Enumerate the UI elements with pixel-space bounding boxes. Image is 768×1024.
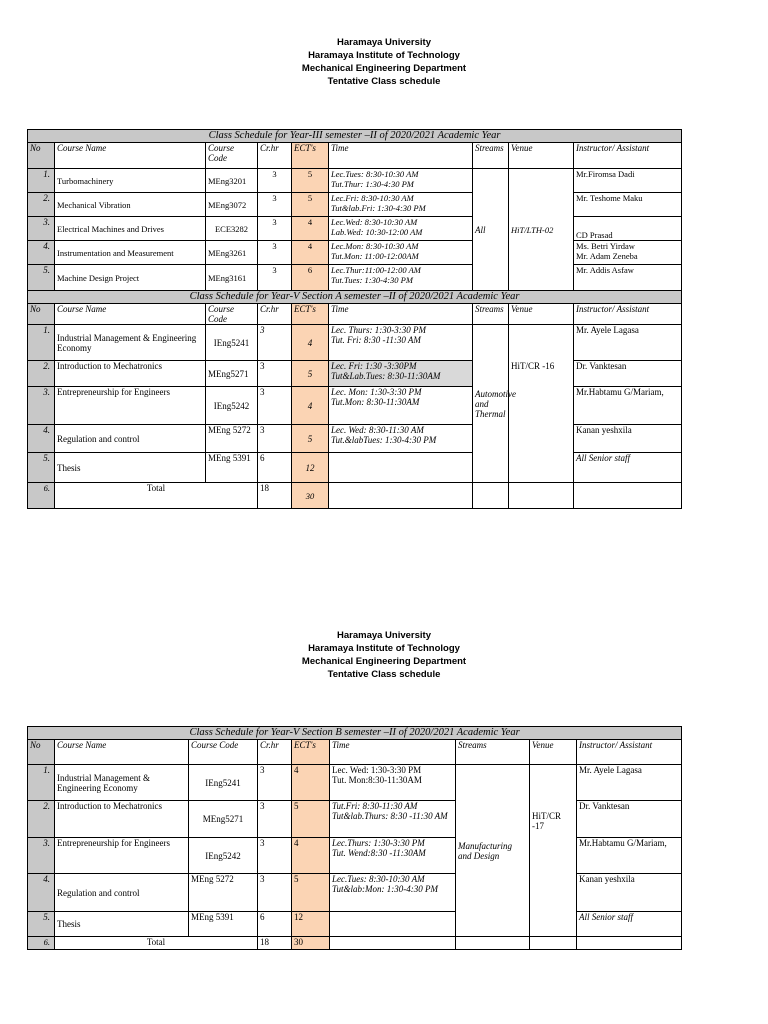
institute-name: Haramaya Institute of Technology (308, 50, 460, 61)
instructor-cell: All Senior staff (577, 912, 682, 937)
time-line: Tut.Mon: 8:30-11:30AM (331, 397, 420, 407)
time-line: Tut. Fri: 8:30 -11:30 AM (331, 335, 421, 345)
header-instructor: Instructor/ Assistant (577, 740, 682, 765)
row-number: 3. (28, 217, 55, 241)
course-code: MEng5271 (189, 801, 258, 838)
course-name: Thesis (55, 453, 206, 483)
course-code: IEng5242 (206, 387, 258, 425)
time-cell (329, 193, 473, 217)
header-streams: Streams (456, 740, 530, 765)
course-name: Mechanical Vibration (55, 193, 206, 217)
header-venue: Venue (530, 740, 577, 765)
course-name: Thesis (55, 912, 189, 937)
course-name: Entrepreneurship for Engineers (55, 838, 189, 874)
institute-name: Haramaya Institute of Technology (308, 643, 460, 654)
table-row (28, 241, 682, 265)
course-name: Introduction to Mechatronics (55, 801, 189, 838)
empty-cell (530, 937, 577, 950)
course-code: IEng5241 (206, 325, 258, 361)
empty-cell (456, 937, 530, 950)
credit-hours: 3 (258, 361, 292, 387)
credit-hours: 3 (258, 217, 292, 241)
course-code: MEng 5391 (206, 453, 258, 483)
course-code: MEng 5272 (189, 874, 258, 912)
row-number: 3. (28, 838, 55, 874)
column-header-row (28, 143, 682, 169)
instructor-line: CD Prasad (576, 230, 613, 240)
university-name: Haramaya University (337, 630, 431, 641)
department-name: Mechanical Engineering Department (301, 63, 467, 74)
header-course-code: Course Code (189, 740, 258, 765)
row-number: 4. (28, 425, 55, 453)
row-number: 4. (28, 874, 55, 912)
time-cell (329, 217, 473, 241)
credit-hours: 3 (258, 425, 292, 453)
course-name: Regulation and control (55, 425, 206, 453)
table-title-row (28, 727, 682, 740)
time-cell (329, 361, 473, 387)
credit-hours: 6 (258, 912, 292, 937)
time-line: Tut&lab.Fri: 1:30-4:30 PM (331, 203, 426, 213)
time-cell (330, 801, 456, 838)
empty-cell (509, 483, 574, 509)
header-course-name: Course Name (55, 740, 189, 765)
time-line: Tut&lab:Mon: 1:30-4:30 PM (332, 884, 438, 894)
time-line: Lec.Tues: 8:30-10:30 AM (331, 169, 419, 179)
column-header-row (28, 304, 682, 325)
time-line: Lec. Wed: 1:30-3:30 PM (332, 765, 422, 775)
time-line: Tut&Lab.Tues: 8:30-11:30AM (331, 371, 441, 381)
table-row (28, 765, 682, 801)
header-course-name: Course Name (55, 143, 206, 169)
instructor-cell (574, 241, 682, 265)
header-streams: Streams (473, 143, 509, 169)
credit-hours: 3 (258, 193, 292, 217)
header-block-2 (0, 629, 768, 681)
course-name: Turbomachinery (55, 169, 206, 193)
course-code: MEng3161 (206, 265, 258, 291)
row-number: 1. (28, 765, 55, 801)
header-instructor: Instructor/ Assistant (574, 143, 682, 169)
total-label: Total (55, 937, 258, 950)
table-row (28, 169, 682, 193)
time-line: Lec.Thurs: 1:30-3:30 PM (332, 838, 425, 848)
ects-value: 5 (292, 801, 330, 838)
table-title: Class Schedule for Year-III semester –II of 2020/2021 Academic Year (28, 130, 682, 143)
instructor-cell: Dr. Vanktesan (577, 801, 682, 838)
schedule-table-year-iii (27, 129, 682, 509)
ects-value: 4 (292, 387, 329, 425)
header-block-1 (0, 36, 768, 88)
streams-cell: All (473, 169, 509, 291)
time-line: Tut.Thur: 1:30-4:30 PM (331, 179, 414, 189)
empty-cell (574, 483, 682, 509)
credit-hours: 3 (258, 169, 292, 193)
time-cell (329, 325, 473, 361)
table-row (28, 361, 682, 387)
time-line: Lec.Fri: 8:30-10:30 AM (331, 193, 414, 203)
table-row (28, 193, 682, 217)
time-line: Lec. Wed: 8:30-11:30 AM (331, 425, 424, 435)
document-title: Tentative Class schedule (327, 669, 441, 680)
instructor-cell: All Senior staff (574, 453, 682, 483)
instructor-cell: Mr. Ayele Lagasa (577, 765, 682, 801)
header-ects: ECT's (292, 304, 329, 325)
ects-value: 12 (292, 453, 329, 483)
time-cell (330, 912, 456, 937)
course-name: Regulation and control (55, 874, 189, 912)
credit-hours: 3 (258, 387, 292, 425)
header-course-code: Course Code (206, 143, 258, 169)
time-line: Tut.Tues: 1:30-4:30 PM (331, 275, 413, 285)
document-title: Tentative Class schedule (327, 76, 441, 87)
table-title-row (28, 291, 682, 304)
instructor-cell: Mr.Habtamu G/Mariam, (574, 387, 682, 425)
time-cell (329, 241, 473, 265)
total-label: Total (55, 483, 258, 509)
ects-value: 4 (292, 241, 329, 265)
column-header-row (28, 740, 682, 765)
course-name: Electrical Machines and Drives (55, 217, 206, 241)
header-time: Time (329, 143, 473, 169)
venue-cell: HiT/LTH-02 (509, 169, 574, 291)
header-no: No (28, 304, 55, 325)
time-line: Tut.Mon: 11:00-12:00AM (331, 251, 419, 261)
instructor-cell: Kanan yeshxila (574, 425, 682, 453)
table-title-row (28, 130, 682, 143)
time-line: Lec. Fri: 1:30 -3:30PM (331, 361, 417, 371)
ects-value: 12 (292, 912, 330, 937)
time-cell (329, 387, 473, 425)
ects-value: 5 (292, 425, 329, 453)
course-name: Introduction to Mechatronics (55, 361, 206, 387)
course-code: MEng5271 (206, 361, 258, 387)
time-cell (330, 765, 456, 801)
row-number: 4. (28, 241, 55, 265)
header-credit-hours: Cr.hr (258, 740, 292, 765)
empty-cell (473, 483, 509, 509)
header-streams: Streams (473, 304, 509, 325)
row-number: 3. (28, 387, 55, 425)
table-title: Class Schedule for Year-V Section A semester –II of 2020/2021 Academic Year (28, 291, 682, 304)
course-code: MEng3201 (206, 169, 258, 193)
credit-hours: 3 (258, 801, 292, 838)
table-row (28, 325, 682, 361)
table-row (28, 387, 682, 425)
empty-cell (330, 937, 456, 950)
ects-value: 4 (292, 838, 330, 874)
course-name: Entrepreneurship for Engineers (55, 387, 206, 425)
instructor-cell: Mr. Ayele Lagasa (574, 325, 682, 361)
university-name: Haramaya University (337, 37, 431, 48)
header-no: No (28, 740, 55, 765)
credit-hours: 3 (258, 874, 292, 912)
course-code: IEng5242 (189, 838, 258, 874)
instructor-cell (574, 217, 682, 241)
time-line: Lec.Mon: 8:30-10:30 AM (331, 241, 419, 251)
table-row (28, 217, 682, 241)
instructor-cell: Mr. Teshome Maku (574, 193, 682, 217)
row-number: 6. (28, 483, 55, 509)
table-row (28, 453, 682, 483)
venue-cell: HiT/CR -16 (509, 325, 574, 483)
total-ects: 30 (292, 937, 330, 950)
credit-hours: 3 (258, 325, 292, 361)
instructor-cell: Mr.Habtamu G/Mariam, (577, 838, 682, 874)
credit-hours: 6 (258, 453, 292, 483)
credit-hours: 3 (258, 241, 292, 265)
table-row (28, 838, 682, 874)
header-time: Time (330, 740, 456, 765)
time-line: Tut.Fri: 8:30-11:30 AM (332, 801, 418, 811)
total-ects: 30 (292, 483, 329, 509)
header-ects: ECT's (292, 740, 330, 765)
row-number: 5. (28, 912, 55, 937)
course-name: Industrial Management & Engineering Economy (55, 325, 206, 361)
header-credit-hours: Cr.hr (258, 304, 292, 325)
total-credit-hours: 18 (258, 483, 292, 509)
ects-value: 5 (292, 169, 329, 193)
table-row (28, 912, 682, 937)
ects-value: 4 (292, 765, 330, 801)
time-cell (330, 874, 456, 912)
time-line: Tut. Mon:8:30-11:30AM (332, 775, 422, 785)
header-no: No (28, 143, 55, 169)
row-number: 5. (28, 265, 55, 291)
time-line: Lec. Thurs: 1:30-3:30 PM (331, 325, 426, 335)
table-row (28, 265, 682, 291)
time-line: Lec. Mon: 1:30-3:30 PM (331, 387, 422, 397)
course-name: Machine Design Project (55, 265, 206, 291)
time-cell (330, 838, 456, 874)
time-cell (329, 265, 473, 291)
row-number: 2. (28, 193, 55, 217)
ects-value: 5 (292, 361, 329, 387)
ects-value: 4 (292, 325, 329, 361)
total-row (28, 483, 682, 509)
row-number: 2. (28, 361, 55, 387)
ects-value: 6 (292, 265, 329, 291)
header-ects: ECT's (292, 143, 329, 169)
time-line: Lec.Tues: 8:30-10:30 AM (332, 874, 425, 884)
instructor-cell: Mr.Firomsa Dadi (574, 169, 682, 193)
row-number: 6. (28, 937, 55, 950)
course-code: MEng3261 (206, 241, 258, 265)
time-cell (329, 453, 473, 483)
streams-cell: Automotive and Thermal (473, 325, 509, 483)
schedule-table-year-v-section-b (27, 726, 682, 950)
instructor-line: Ms. Betri Yirdaw (576, 241, 635, 251)
course-code: MEng 5272 (206, 425, 258, 453)
department-name: Mechanical Engineering Department (301, 656, 467, 667)
row-number: 2. (28, 801, 55, 838)
course-code: MEng 5391 (189, 912, 258, 937)
time-cell (329, 169, 473, 193)
row-number: 1. (28, 169, 55, 193)
instructor-line: Mr. Adam Zeneba (576, 251, 638, 261)
total-row (28, 937, 682, 950)
instructor-cell: Kanan yeshxila (577, 874, 682, 912)
ects-value: 5 (292, 874, 330, 912)
header-time: Time (329, 304, 473, 325)
empty-cell (329, 483, 473, 509)
course-code: ECE3282 (206, 217, 258, 241)
course-name: Industrial Management & Engineering Economy (55, 765, 189, 801)
header-course-code: Course Code (206, 304, 258, 325)
time-line: Lab.Wed: 10:30-12:00 AM (331, 227, 423, 237)
time-line: Tut.&labTues: 1:30-4:30 PM (331, 435, 437, 445)
header-course-name: Course Name (55, 304, 206, 325)
ects-value: 4 (292, 217, 329, 241)
time-line: Lec.Thur:11:00-12:00 AM (331, 265, 421, 275)
table-row (28, 801, 682, 838)
table-row (28, 425, 682, 453)
course-code: MEng3072 (206, 193, 258, 217)
streams-cell: Manufacturing and Design (456, 765, 530, 937)
header-venue: Venue (509, 304, 574, 325)
ects-value: 5 (292, 193, 329, 217)
row-number: 1. (28, 325, 55, 361)
course-name: Instrumentation and Measurement (55, 241, 206, 265)
credit-hours: 3 (258, 265, 292, 291)
instructor-cell: Mr. Addis Asfaw (574, 265, 682, 291)
empty-cell (577, 937, 682, 950)
header-credit-hours: Cr.hr (258, 143, 292, 169)
time-line: Tut. Wend:8:30 -11:30AM (332, 848, 426, 858)
total-credit-hours: 18 (258, 937, 292, 950)
time-line: Lec.Wed: 8:30-10:30 AM (331, 217, 418, 227)
venue-cell: HiT/CR -17 (530, 765, 577, 937)
credit-hours: 3 (258, 838, 292, 874)
table-row (28, 874, 682, 912)
time-cell (329, 425, 473, 453)
time-line: Tut&lab.Thurs: 8:30 -11:30 AM (332, 811, 448, 821)
header-instructor: Instructor/ Assistant (574, 304, 682, 325)
header-venue: Venue (509, 143, 574, 169)
credit-hours: 3 (258, 765, 292, 801)
course-code: IEng5241 (189, 765, 258, 801)
instructor-cell: Dr. Vanktesan (574, 361, 682, 387)
row-number: 5. (28, 453, 55, 483)
table-title: Class Schedule for Year-V Section B semester –II of 2020/2021 Academic Year (28, 727, 682, 740)
